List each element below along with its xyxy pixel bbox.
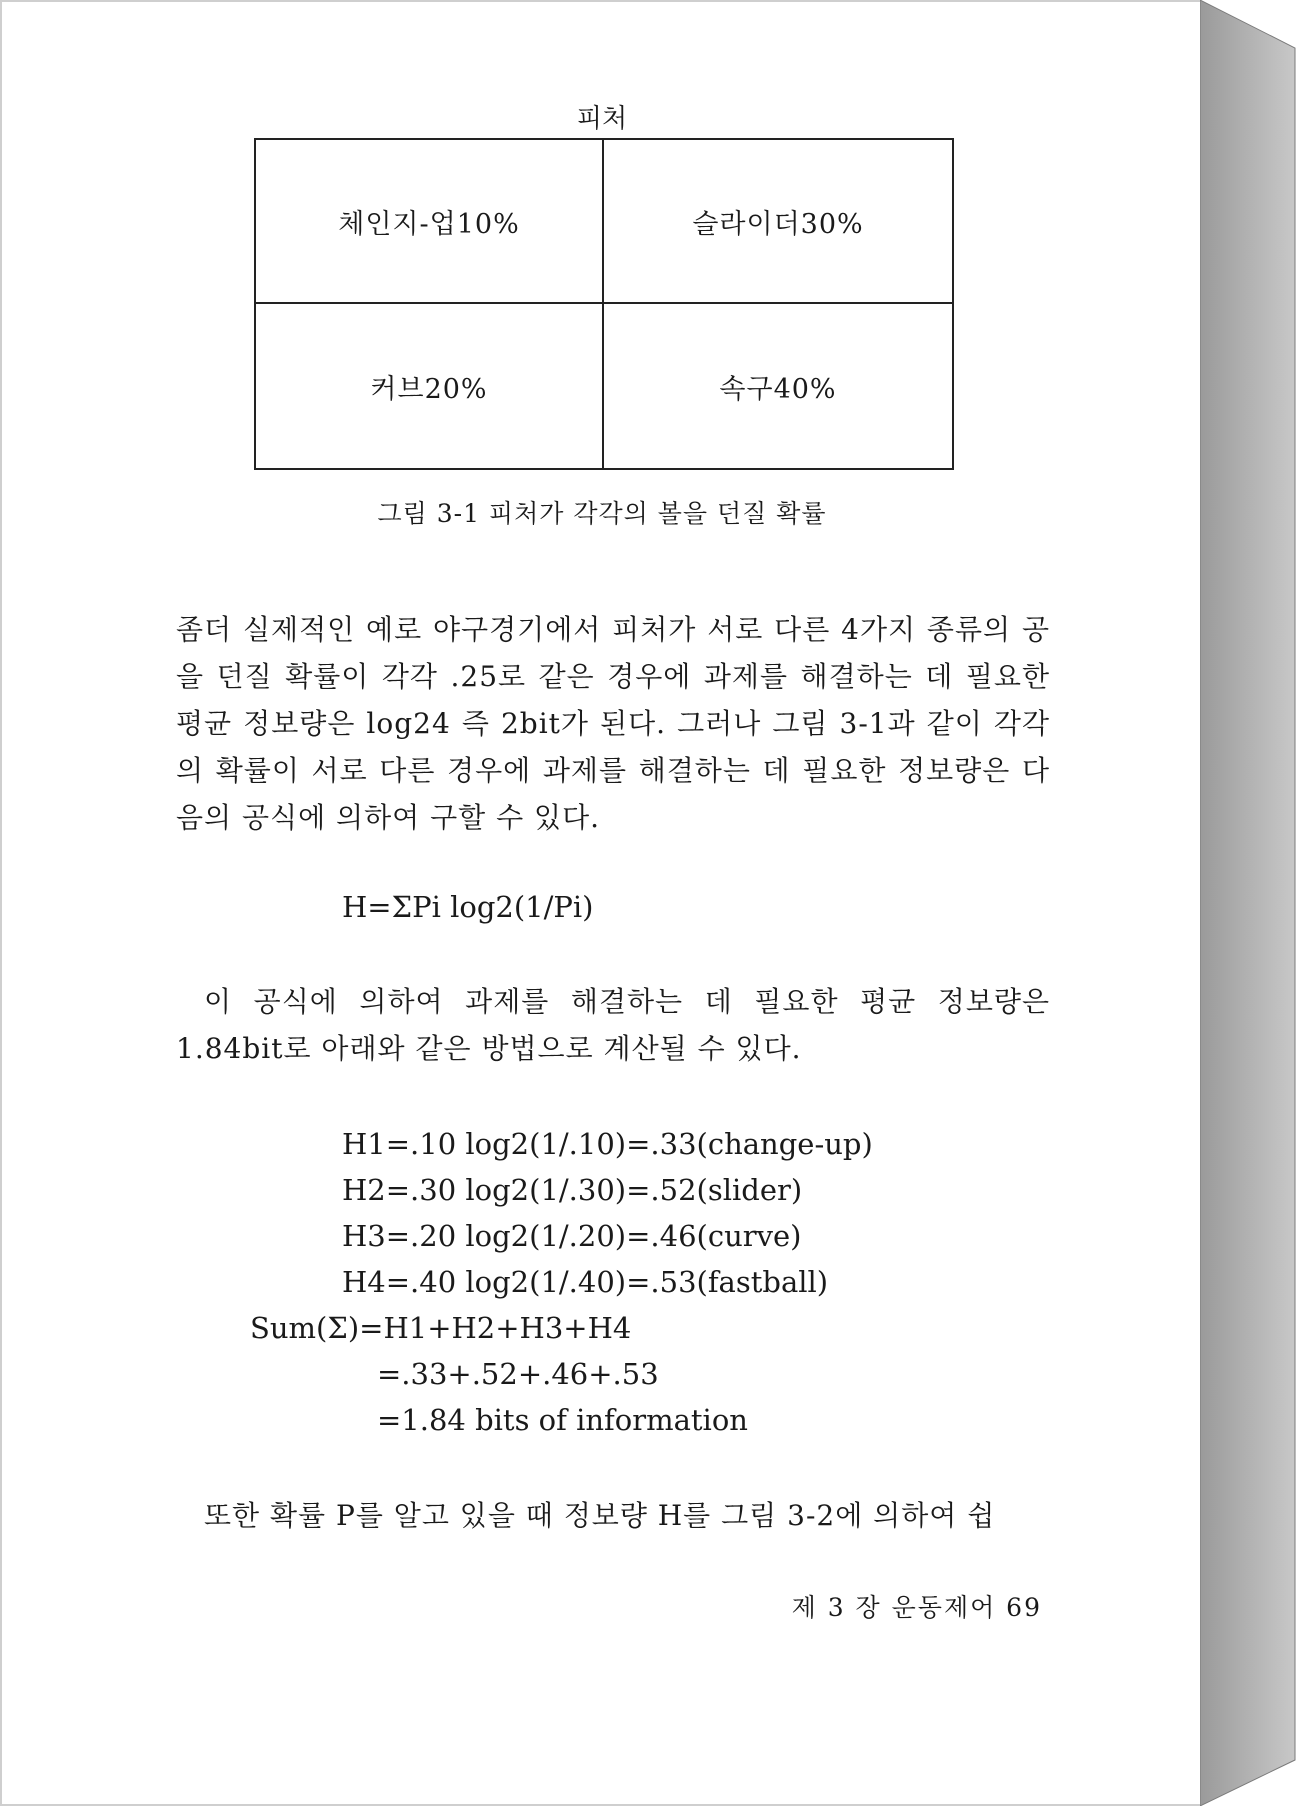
calc-line-h1: H1=.10 log2(1/.10)=.33(change-up) [342, 1127, 873, 1161]
page-edge-shadow [1200, 0, 1309, 1806]
calc-line-h4: H4=.40 log2(1/.40)=.53(fastball) [342, 1265, 829, 1299]
calc-line-h3: H3=.20 log2(1/.20)=.46(curve) [342, 1219, 802, 1253]
calc-line-values: =.33+.52+.46+.53 [377, 1357, 659, 1391]
grid-cell-changeup: 체인지-업10% [256, 140, 604, 304]
page-footer: 제 3 장 운동제어 69 [791, 1593, 1042, 1622]
paragraph-1: 좀더 실제적인 예로 야구경기에서 피처가 서로 다른 4가지 종류의 공을 던질 확률이 각각 .25로 같은 경우에 과제를 해결하는 데 필요한 평균 정보량은 log24 즉 2bit가 된다. 그러나 그림 3-1과 같이 각각의 확률이 서로 다른 경우에 과제를 해결하는 데 필요한 정보량은 다음의 공식에 의하여 구할 수 있다. [176, 613, 1050, 834]
grid-cell-slider: 슬라이더30% [604, 140, 952, 304]
paragraph-2: 이 공식에 의하여 과제를 해결하는 데 필요한 평균 정보량은 1.84bit로 아래와 같은 방법으로 계산될 수 있다. [176, 985, 1050, 1065]
calc-line-h2: H2=.30 log2(1/.30)=.52(slider) [342, 1173, 803, 1207]
calculation-block [2, 1124, 1202, 1444]
pitch-probability-grid [254, 138, 954, 470]
calc-line-total: =1.84 bits of information [377, 1403, 748, 1437]
grid-cell-fastball: 속구40% [719, 373, 837, 405]
figure-header: 피처 [576, 104, 628, 134]
figure-caption: 그림 3-1 피처가 각각의 볼을 던질 확률 [377, 499, 827, 528]
entropy-formula: H=ΣPi log2(1/Pi) [342, 890, 594, 924]
paragraph-3: 또한 확률 P를 알고 있을 때 정보량 H를 그림 3-2에 의하여 쉽 [204, 1499, 996, 1532]
calc-line-sum: Sum(Σ)=H1+H2+H3+H4 [250, 1311, 632, 1345]
grid-cell-curve: 커브20% [256, 304, 604, 468]
